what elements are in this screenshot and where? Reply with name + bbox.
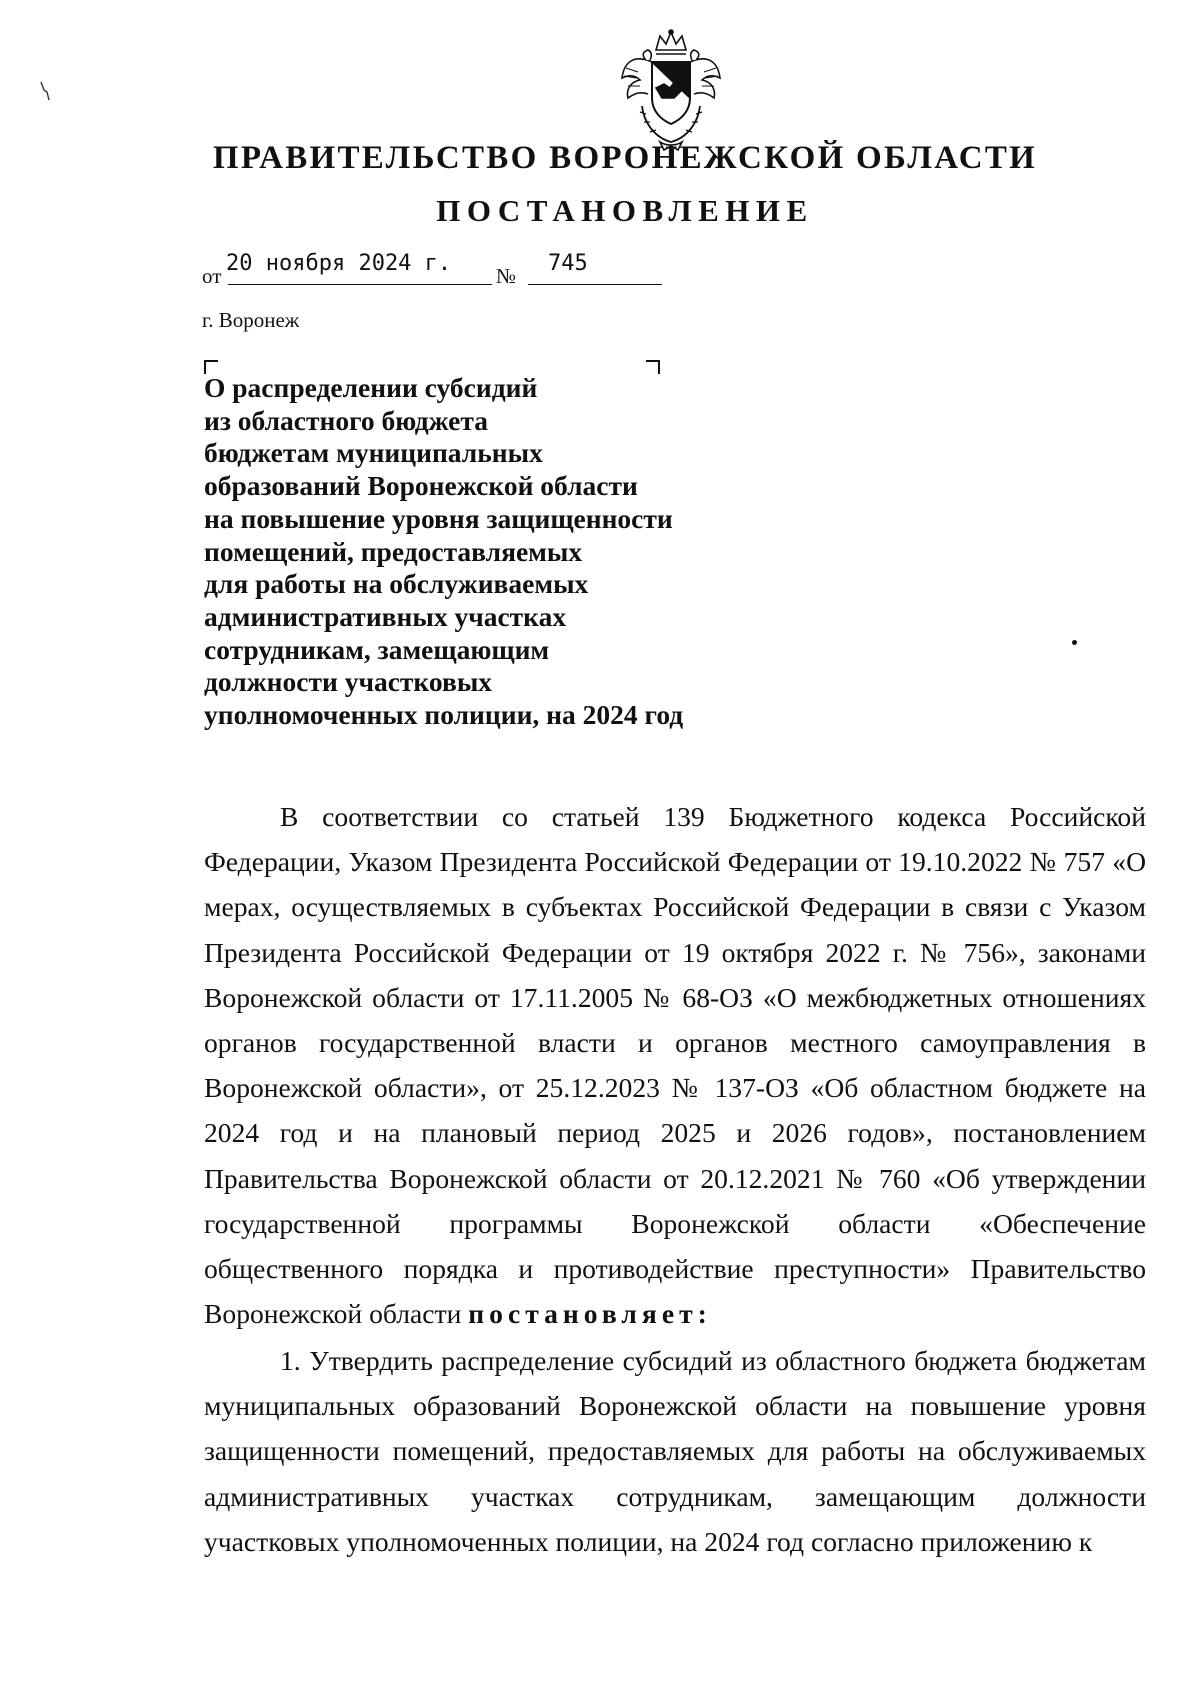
government-title: ПРАВИТЕЛЬСТВО ВОРОНЕЖСКОЙ ОБЛАСТИ <box>212 140 1038 176</box>
subject-line: для работы на обслуживаемых <box>204 568 589 600</box>
number-prefix: № <box>496 264 517 288</box>
clause-1-paragraph: 1. Утвердить распределение субсидий из областного бюджета бюджетам муниципальных образований Воронежской области на повышение уровня защищенности помещений, предоставляемых для работы на обслуживаемых административных участках сотрудникам, замещающим должности участковых уполномоченных полиции, на 2024 год согласно приложению к <box>204 1345 1146 1557</box>
subject-line: О распределении субсидий <box>204 372 538 403</box>
preamble-text: В соответствии со статьей 139 Бюджетного кодекса Российской Федерации, Указом Президента Российской Федерации от 19.10.2022 № 757 «О мерах, осуществляемых в субъектах Российской Федерации в связи с Указом Президента Российской Федерации от 19 октября 2022 г. № 756», законами Воронежской области от 17.11.2005 № 68-ОЗ «О межбюджетных отношениях органов государственной власти и органов местного самоуправления в Воронежской области», от 25.12.2023 № 137-ОЗ «Об областном бюджете на 2024 год и на плановый период 2025 и 2026 годов», постановлением Правительства Воронежской области от 20.12.2021 № 760 «Об утверждении государственной программы Воронежской области «Обеспечение общественного порядка и противодействие преступности» Правительство Воронежской области <box>204 801 1146 1330</box>
document-number: 745 <box>548 251 588 276</box>
document-date: 20 ноября 2024 г. <box>226 251 452 276</box>
document-type-heading: ПОСТАНОВЛЕНИЕ <box>436 193 814 228</box>
document-subject <box>204 372 683 732</box>
subject-line: уполномоченных полиции, на 2024 год <box>204 699 684 731</box>
date-prefix: от <box>202 264 222 288</box>
subject-line: должности участковых <box>204 666 493 698</box>
city-name: г. Воронеж <box>202 308 300 332</box>
subject-line: на повышение уровня защищенности <box>204 502 673 534</box>
preamble-paragraph <box>204 794 1146 1336</box>
subject-line: помещений, предоставляемых <box>204 535 583 567</box>
scan-speck <box>1072 640 1077 645</box>
subject-line: образований Воронежской области <box>204 470 638 502</box>
subject-line: бюджетам муниципальных <box>204 437 543 469</box>
scan-artifact-mark <box>38 80 52 102</box>
decree-word: постановляет: <box>468 1298 712 1330</box>
voronezh-coat-of-arms-icon <box>616 28 726 154</box>
subject-line: сотрудникам, замещающим <box>204 633 550 665</box>
subject-line: административных участках <box>204 600 567 632</box>
subject-line: из областного бюджета <box>204 404 488 436</box>
